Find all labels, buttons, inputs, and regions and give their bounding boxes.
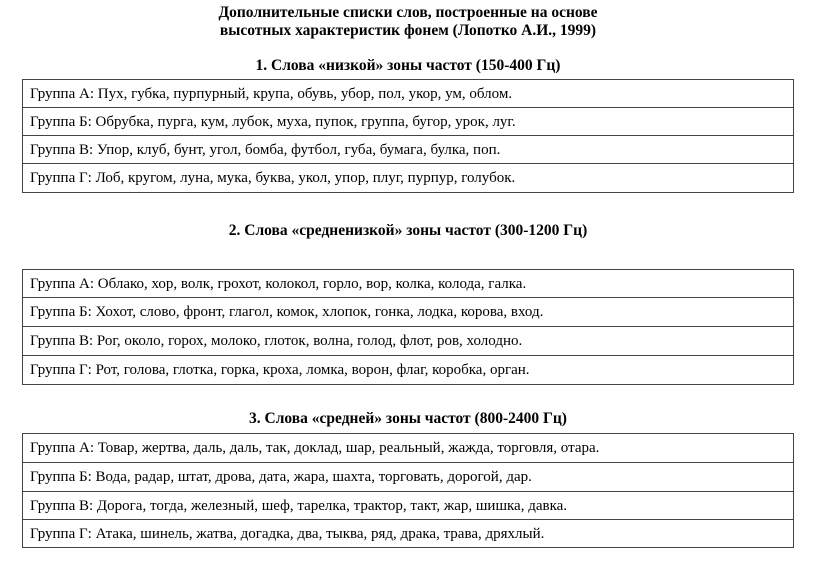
table-row — [23, 80, 794, 108]
table-cell: Группа Б: Обрубка, пурга, кум, лубок, муха, пупок, группа, бугор, урок, луг. — [23, 108, 794, 136]
table-cell: Группа В: Дорога, тогда, железный, шеф, тарелка, трактор, такт, жар, шишка, давка. — [23, 492, 794, 520]
table-row — [23, 270, 794, 298]
table-cell: Группа В: Рог, около, горох, молоко, глоток, волна, голод, флот, ров, холодно. — [23, 327, 794, 356]
section-3-heading: 3. Слова «средней» зоны частот (800-2400 Гц) — [249, 410, 567, 427]
section-1-table — [22, 79, 794, 193]
table-row — [23, 434, 794, 463]
section-1-heading: 1. Слова «низкой» зоны частот (150-400 Гц) — [255, 57, 561, 74]
document-title-line-2: высотных характеристик фонем (Лопотко А.И., 1999) — [219, 22, 597, 39]
table-row — [23, 327, 794, 356]
section-2-heading: 2. Слова «средненизкой» зоны частот (300-1200 Гц) — [228, 222, 588, 239]
table-cell: Группа А: Товар, жертва, даль, даль, так, доклад, шар, реальный, жажда, торговля, отара. — [23, 434, 794, 463]
table-row — [23, 463, 794, 492]
table-row — [23, 108, 794, 136]
table-row — [23, 164, 794, 193]
table-cell: Группа Г: Рот, голова, глотка, горка, кроха, ломка, ворон, флаг, коробка, орган. — [23, 356, 794, 385]
section-3-table — [22, 433, 794, 548]
table-row — [23, 492, 794, 520]
table-cell: Группа Б: Хохот, слово, фронт, глагол, комок, хлопок, гонка, лодка, корова, вход. — [23, 298, 794, 327]
document-title-line-1: Дополнительные списки слов, построенные на основе — [218, 4, 598, 21]
table-row — [23, 136, 794, 164]
table-cell: Группа А: Облако, хор, волк, грохот, колокол, горло, вор, колка, колода, галка. — [23, 270, 794, 298]
table-row — [23, 520, 794, 548]
table-cell: Группа Б: Вода, радар, штат, дрова, дата, жара, шахта, торговать, дорогой, дар. — [23, 463, 794, 492]
table-cell: Группа Г: Атака, шинель, жатва, догадка, два, тыква, ряд, драка, трава, дряхлый. — [23, 520, 794, 548]
section-2-table — [22, 269, 794, 385]
table-cell: Группа В: Упор, клуб, бунт, угол, бомба, футбол, губа, бумага, булка, поп. — [23, 136, 794, 164]
table-cell: Группа Г: Лоб, кругом, луна, мука, буква, укол, упор, плуг, пурпур, голубок. — [23, 164, 794, 193]
table-row — [23, 298, 794, 327]
table-row — [23, 356, 794, 385]
table-cell: Группа А: Пух, губка, пурпурный, крупа, обувь, убор, пол, укор, ум, облом. — [23, 80, 794, 108]
